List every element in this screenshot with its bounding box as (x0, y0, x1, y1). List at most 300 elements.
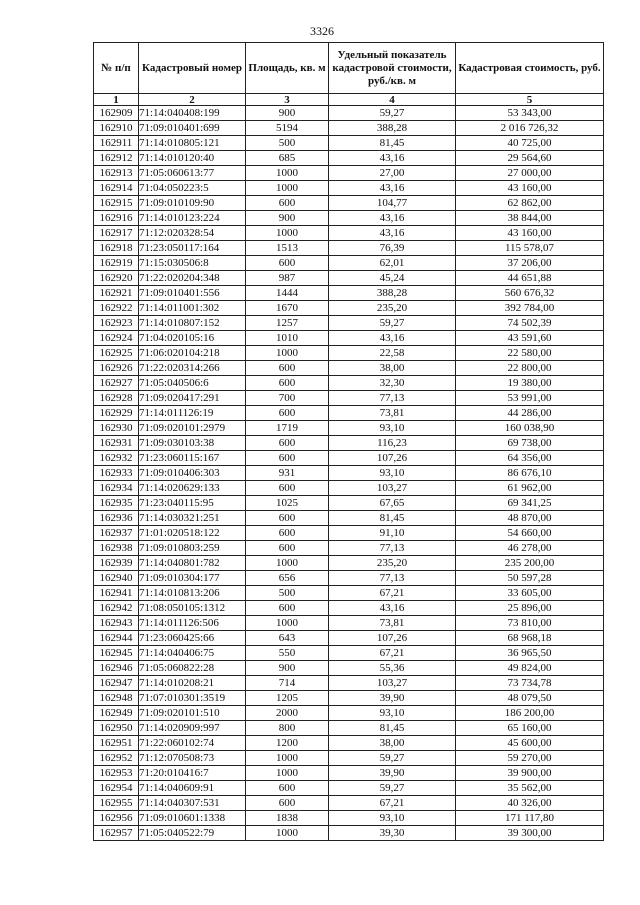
table-row (94, 511, 604, 526)
cadastral-value-cell: 40 326,00 (456, 796, 604, 811)
row-number-cell: 162938 (94, 541, 139, 556)
row-number-cell: 162915 (94, 196, 139, 211)
row-number-cell: 162939 (94, 556, 139, 571)
area-cell: 1200 (246, 736, 329, 751)
unit-rate-cell: 107,26 (329, 631, 456, 646)
unit-rate-cell: 103,27 (329, 481, 456, 496)
row-number-cell: 162922 (94, 301, 139, 316)
cadastral-value-cell: 43 160,00 (456, 181, 604, 196)
row-number-cell: 162914 (94, 181, 139, 196)
cadastral-value-cell: 69 738,00 (456, 436, 604, 451)
row-number-cell: 162910 (94, 121, 139, 136)
column-number: 3 (246, 94, 329, 106)
table-row (94, 376, 604, 391)
cadastral-number-cell: 71:14:030321:251 (139, 511, 246, 526)
cadastral-number-cell: 71:09:020101:510 (139, 706, 246, 721)
cadastral-number-cell: 71:04:050223:5 (139, 181, 246, 196)
unit-rate-cell: 43,16 (329, 601, 456, 616)
cadastral-value-cell: 392 784,00 (456, 301, 604, 316)
cadastral-number-cell: 71:14:040609:91 (139, 781, 246, 796)
row-number-cell: 162925 (94, 346, 139, 361)
cadastral-number-cell: 71:09:010401:556 (139, 286, 246, 301)
row-number-cell: 162942 (94, 601, 139, 616)
row-number-cell: 162940 (94, 571, 139, 586)
cadastral-value-cell: 29 564,60 (456, 151, 604, 166)
area-cell: 1205 (246, 691, 329, 706)
cadastral-value-cell: 46 278,00 (456, 541, 604, 556)
unit-rate-cell: 73,81 (329, 406, 456, 421)
header-row-number: № п/п (94, 43, 139, 94)
table-row (94, 586, 604, 601)
cadastral-value-cell: 44 651,88 (456, 271, 604, 286)
cadastral-number-cell: 71:14:020909:997 (139, 721, 246, 736)
table-row (94, 451, 604, 466)
area-cell: 1000 (246, 226, 329, 241)
area-cell: 600 (246, 196, 329, 211)
cadastral-value-cell: 86 676,10 (456, 466, 604, 481)
cadastral-value-cell: 38 844,00 (456, 211, 604, 226)
cadastral-number-cell: 71:06:020104:218 (139, 346, 246, 361)
cadastral-value-cell: 59 270,00 (456, 751, 604, 766)
area-cell: 685 (246, 151, 329, 166)
cadastral-value-cell: 44 286,00 (456, 406, 604, 421)
row-number-cell: 162945 (94, 646, 139, 661)
cadastral-value-cell: 33 605,00 (456, 586, 604, 601)
cadastral-number-cell: 71:12:020328:54 (139, 226, 246, 241)
table-row (94, 691, 604, 706)
cadastral-number-cell: 71:09:020101:2979 (139, 421, 246, 436)
table-body (94, 106, 604, 841)
table-row (94, 676, 604, 691)
table-row (94, 346, 604, 361)
area-cell: 1838 (246, 811, 329, 826)
cadastral-number-cell: 71:04:020105:16 (139, 331, 246, 346)
unit-rate-cell: 38,00 (329, 361, 456, 376)
row-number-cell: 162936 (94, 511, 139, 526)
area-cell: 900 (246, 106, 329, 121)
area-cell: 1670 (246, 301, 329, 316)
table-row (94, 241, 604, 256)
cadastral-value-cell: 186 200,00 (456, 706, 604, 721)
area-cell: 600 (246, 436, 329, 451)
cadastral-value-cell: 115 578,07 (456, 241, 604, 256)
unit-rate-cell: 59,27 (329, 781, 456, 796)
cadastral-number-cell: 71:14:040801:782 (139, 556, 246, 571)
area-cell: 500 (246, 136, 329, 151)
row-number-cell: 162920 (94, 271, 139, 286)
table-row (94, 316, 604, 331)
cadastral-value-cell: 53 343,00 (456, 106, 604, 121)
cadastral-number-cell: 71:05:040506:6 (139, 376, 246, 391)
row-number-cell: 162923 (94, 316, 139, 331)
cadastral-value-cell: 74 502,39 (456, 316, 604, 331)
cadastral-value-cell: 19 380,00 (456, 376, 604, 391)
header-cadastral-number: Кадастровый номер (139, 43, 246, 94)
cadastral-number-cell: 71:05:040522:79 (139, 826, 246, 841)
cadastral-value-cell: 43 160,00 (456, 226, 604, 241)
cadastral-value-cell: 39 300,00 (456, 826, 604, 841)
table-row (94, 751, 604, 766)
unit-rate-cell: 67,21 (329, 586, 456, 601)
unit-rate-cell: 59,27 (329, 106, 456, 121)
unit-rate-cell: 43,16 (329, 331, 456, 346)
area-cell: 643 (246, 631, 329, 646)
cadastral-number-cell: 71:15:030506:8 (139, 256, 246, 271)
table-row (94, 661, 604, 676)
row-number-cell: 162924 (94, 331, 139, 346)
table-row (94, 616, 604, 631)
row-number-cell: 162911 (94, 136, 139, 151)
area-cell: 600 (246, 481, 329, 496)
header-unit-rate: Удельный показатель кадастровой стоимости, руб./кв. м (329, 43, 456, 94)
row-number-cell: 162934 (94, 481, 139, 496)
cadastral-number-cell: 71:22:020314:266 (139, 361, 246, 376)
row-number-cell: 162913 (94, 166, 139, 181)
area-cell: 987 (246, 271, 329, 286)
row-number-cell: 162950 (94, 721, 139, 736)
row-number-cell: 162918 (94, 241, 139, 256)
cadastral-number-cell: 71:09:010601:1338 (139, 811, 246, 826)
area-cell: 900 (246, 211, 329, 226)
table-row (94, 646, 604, 661)
cadastral-number-cell: 71:22:060102:74 (139, 736, 246, 751)
row-number-cell: 162944 (94, 631, 139, 646)
row-number-cell: 162926 (94, 361, 139, 376)
row-number-cell: 162916 (94, 211, 139, 226)
unit-rate-cell: 116,23 (329, 436, 456, 451)
unit-rate-cell: 67,65 (329, 496, 456, 511)
cadastral-value-cell: 22 800,00 (456, 361, 604, 376)
cadastral-number-cell: 71:09:010109:90 (139, 196, 246, 211)
table-row (94, 541, 604, 556)
unit-rate-cell: 38,00 (329, 736, 456, 751)
unit-rate-cell: 39,90 (329, 691, 456, 706)
area-cell: 600 (246, 376, 329, 391)
unit-rate-cell: 39,30 (329, 826, 456, 841)
row-number-cell: 162949 (94, 706, 139, 721)
unit-rate-cell: 77,13 (329, 541, 456, 556)
area-cell: 600 (246, 601, 329, 616)
page-number: 3326 (310, 24, 334, 38)
unit-rate-cell: 73,81 (329, 616, 456, 631)
cadastral-number-cell: 71:14:040406:75 (139, 646, 246, 661)
area-cell: 1513 (246, 241, 329, 256)
table-row (94, 436, 604, 451)
unit-rate-cell: 235,20 (329, 301, 456, 316)
cadastral-value-cell: 36 965,50 (456, 646, 604, 661)
cadastral-number-cell: 71:14:010120:40 (139, 151, 246, 166)
row-number-cell: 162912 (94, 151, 139, 166)
area-cell: 2000 (246, 706, 329, 721)
unit-rate-cell: 67,21 (329, 796, 456, 811)
table-row (94, 466, 604, 481)
cadastral-value-cell: 2 016 726,32 (456, 121, 604, 136)
table-row (94, 406, 604, 421)
area-cell: 600 (246, 406, 329, 421)
unit-rate-cell: 77,13 (329, 391, 456, 406)
cadastral-value-cell: 49 824,00 (456, 661, 604, 676)
cadastral-number-cell: 71:08:050105:1312 (139, 601, 246, 616)
table-row (94, 391, 604, 406)
unit-rate-cell: 93,10 (329, 706, 456, 721)
cadastral-number-cell: 71:05:060613:77 (139, 166, 246, 181)
unit-rate-cell: 91,10 (329, 526, 456, 541)
unit-rate-cell: 27,00 (329, 166, 456, 181)
column-number: 2 (139, 94, 246, 106)
area-cell: 5194 (246, 121, 329, 136)
table-row (94, 211, 604, 226)
column-number: 4 (329, 94, 456, 106)
area-cell: 600 (246, 451, 329, 466)
table-row (94, 571, 604, 586)
cadastral-number-cell: 71:14:011126:19 (139, 406, 246, 421)
area-cell: 1000 (246, 766, 329, 781)
row-number-cell: 162955 (94, 796, 139, 811)
row-number-cell: 162956 (94, 811, 139, 826)
table-row (94, 631, 604, 646)
cadastral-value-cell: 27 000,00 (456, 166, 604, 181)
cadastral-number-cell: 71:14:010813:206 (139, 586, 246, 601)
row-number-cell: 162952 (94, 751, 139, 766)
area-cell: 600 (246, 361, 329, 376)
cadastral-number-cell: 71:20:010416:7 (139, 766, 246, 781)
table-row (94, 106, 604, 121)
area-cell: 1719 (246, 421, 329, 436)
cadastral-number-cell: 71:09:010401:699 (139, 121, 246, 136)
unit-rate-cell: 81,45 (329, 511, 456, 526)
row-number-cell: 162935 (94, 496, 139, 511)
cadastral-number-cell: 71:23:060115:167 (139, 451, 246, 466)
area-cell: 1000 (246, 556, 329, 571)
cadastral-number-cell: 71:14:040408:199 (139, 106, 246, 121)
cadastral-value-cell: 48 079,50 (456, 691, 604, 706)
row-number-cell: 162953 (94, 766, 139, 781)
table-row (94, 826, 604, 841)
cadastral-value-cell: 69 341,25 (456, 496, 604, 511)
row-number-cell: 162929 (94, 406, 139, 421)
cadastral-value-cell: 160 038,90 (456, 421, 604, 436)
cadastral-value-cell: 43 591,60 (456, 331, 604, 346)
unit-rate-cell: 93,10 (329, 811, 456, 826)
unit-rate-cell: 67,21 (329, 646, 456, 661)
unit-rate-cell: 43,16 (329, 211, 456, 226)
area-cell: 714 (246, 676, 329, 691)
unit-rate-cell: 22,58 (329, 346, 456, 361)
row-number-cell: 162954 (94, 781, 139, 796)
column-number-row (94, 94, 604, 106)
cadastral-number-cell: 71:22:020204:348 (139, 271, 246, 286)
cadastral-value-cell: 73 734,78 (456, 676, 604, 691)
table-row (94, 256, 604, 271)
cadastral-value-cell: 40 725,00 (456, 136, 604, 151)
cadastral-value-table (93, 42, 604, 841)
area-cell: 500 (246, 586, 329, 601)
cadastral-value-cell: 62 862,00 (456, 196, 604, 211)
row-number-cell: 162927 (94, 376, 139, 391)
area-cell: 1000 (246, 166, 329, 181)
cadastral-number-cell: 71:14:011001:302 (139, 301, 246, 316)
cadastral-number-cell: 71:23:060425:66 (139, 631, 246, 646)
table-row (94, 796, 604, 811)
row-number-cell: 162930 (94, 421, 139, 436)
row-number-cell: 162951 (94, 736, 139, 751)
row-number-cell: 162931 (94, 436, 139, 451)
row-number-cell: 162917 (94, 226, 139, 241)
table-row (94, 706, 604, 721)
unit-rate-cell: 235,20 (329, 556, 456, 571)
cadastral-value-cell: 53 991,00 (456, 391, 604, 406)
table-row (94, 151, 604, 166)
cadastral-number-cell: 71:14:010208:21 (139, 676, 246, 691)
cadastral-number-cell: 71:09:030103:38 (139, 436, 246, 451)
table-row (94, 271, 604, 286)
unit-rate-cell: 39,90 (329, 766, 456, 781)
row-number-cell: 162909 (94, 106, 139, 121)
table-row (94, 736, 604, 751)
table-row (94, 166, 604, 181)
area-cell: 1257 (246, 316, 329, 331)
table-row (94, 496, 604, 511)
cadastral-number-cell: 71:23:050117:164 (139, 241, 246, 256)
unit-rate-cell: 93,10 (329, 421, 456, 436)
cadastral-value-cell: 64 356,00 (456, 451, 604, 466)
table-row (94, 196, 604, 211)
area-cell: 1000 (246, 616, 329, 631)
area-cell: 900 (246, 661, 329, 676)
unit-rate-cell: 43,16 (329, 151, 456, 166)
area-cell: 600 (246, 541, 329, 556)
table-row (94, 421, 604, 436)
table-row (94, 766, 604, 781)
unit-rate-cell: 77,13 (329, 571, 456, 586)
table-row (94, 811, 604, 826)
unit-rate-cell: 388,28 (329, 121, 456, 136)
unit-rate-cell: 107,26 (329, 451, 456, 466)
cadastral-value-cell: 50 597,28 (456, 571, 604, 586)
area-cell: 800 (246, 721, 329, 736)
unit-rate-cell: 104,77 (329, 196, 456, 211)
table-row (94, 556, 604, 571)
table-row (94, 526, 604, 541)
cadastral-number-cell: 71:09:020417:291 (139, 391, 246, 406)
header-cadastral-value: Кадастровая стоимость, руб. (456, 43, 604, 94)
row-number-cell: 162948 (94, 691, 139, 706)
cadastral-number-cell: 71:05:060822:28 (139, 661, 246, 676)
table-row (94, 136, 604, 151)
cadastral-value-cell: 171 117,80 (456, 811, 604, 826)
column-number: 5 (456, 94, 604, 106)
area-cell: 1000 (246, 181, 329, 196)
unit-rate-cell: 43,16 (329, 181, 456, 196)
table-row (94, 361, 604, 376)
cadastral-number-cell: 71:23:040115:95 (139, 496, 246, 511)
area-cell: 700 (246, 391, 329, 406)
unit-rate-cell: 81,45 (329, 721, 456, 736)
cadastral-number-cell: 71:14:020629:133 (139, 481, 246, 496)
row-number-cell: 162957 (94, 826, 139, 841)
unit-rate-cell: 55,36 (329, 661, 456, 676)
table-row (94, 301, 604, 316)
table-row (94, 331, 604, 346)
row-number-cell: 162937 (94, 526, 139, 541)
area-cell: 656 (246, 571, 329, 586)
cadastral-number-cell: 71:09:010406:303 (139, 466, 246, 481)
cadastral-number-cell: 71:14:011126:506 (139, 616, 246, 631)
unit-rate-cell: 59,27 (329, 316, 456, 331)
table-row (94, 181, 604, 196)
table-row (94, 781, 604, 796)
table-row (94, 721, 604, 736)
area-cell: 550 (246, 646, 329, 661)
cadastral-number-cell: 71:07:010301:3519 (139, 691, 246, 706)
row-number-cell: 162941 (94, 586, 139, 601)
area-cell: 931 (246, 466, 329, 481)
cadastral-number-cell: 71:09:010304:177 (139, 571, 246, 586)
row-number-cell: 162947 (94, 676, 139, 691)
table-row (94, 286, 604, 301)
unit-rate-cell: 76,39 (329, 241, 456, 256)
table-row (94, 601, 604, 616)
cadastral-value-cell: 560 676,32 (456, 286, 604, 301)
row-number-cell: 162919 (94, 256, 139, 271)
unit-rate-cell: 81,45 (329, 136, 456, 151)
cadastral-number-cell: 71:12:070508:73 (139, 751, 246, 766)
cadastral-value-cell: 54 660,00 (456, 526, 604, 541)
cadastral-number-cell: 71:14:010123:224 (139, 211, 246, 226)
cadastral-value-cell: 65 160,00 (456, 721, 604, 736)
row-number-cell: 162921 (94, 286, 139, 301)
header-area: Площадь, кв. м (246, 43, 329, 94)
table-row (94, 121, 604, 136)
unit-rate-cell: 93,10 (329, 466, 456, 481)
table-header-row (94, 43, 604, 94)
row-number-cell: 162933 (94, 466, 139, 481)
row-number-cell: 162932 (94, 451, 139, 466)
area-cell: 600 (246, 796, 329, 811)
area-cell: 1000 (246, 826, 329, 841)
row-number-cell: 162928 (94, 391, 139, 406)
cadastral-value-cell: 61 962,00 (456, 481, 604, 496)
unit-rate-cell: 32,30 (329, 376, 456, 391)
cadastral-number-cell: 71:09:010803:259 (139, 541, 246, 556)
cadastral-value-cell: 25 896,00 (456, 601, 604, 616)
unit-rate-cell: 43,16 (329, 226, 456, 241)
cadastral-value-cell: 73 810,00 (456, 616, 604, 631)
unit-rate-cell: 59,27 (329, 751, 456, 766)
cadastral-value-cell: 235 200,00 (456, 556, 604, 571)
cadastral-number-cell: 71:01:020518:122 (139, 526, 246, 541)
cadastral-number-cell: 71:14:010807:152 (139, 316, 246, 331)
cadastral-value-cell: 39 900,00 (456, 766, 604, 781)
unit-rate-cell: 45,24 (329, 271, 456, 286)
cadastral-value-cell: 37 206,00 (456, 256, 604, 271)
cadastral-number-cell: 71:14:040307:531 (139, 796, 246, 811)
cadastral-value-cell: 22 580,00 (456, 346, 604, 361)
cadastral-number-cell: 71:14:010805:121 (139, 136, 246, 151)
area-cell: 600 (246, 256, 329, 271)
cadastral-value-cell: 35 562,00 (456, 781, 604, 796)
cadastral-value-cell: 48 870,00 (456, 511, 604, 526)
area-cell: 600 (246, 526, 329, 541)
table-row (94, 226, 604, 241)
unit-rate-cell: 388,28 (329, 286, 456, 301)
table-row (94, 481, 604, 496)
cadastral-value-cell: 45 600,00 (456, 736, 604, 751)
cadastral-value-cell: 68 968,18 (456, 631, 604, 646)
unit-rate-cell: 103,27 (329, 676, 456, 691)
row-number-cell: 162946 (94, 661, 139, 676)
area-cell: 600 (246, 511, 329, 526)
